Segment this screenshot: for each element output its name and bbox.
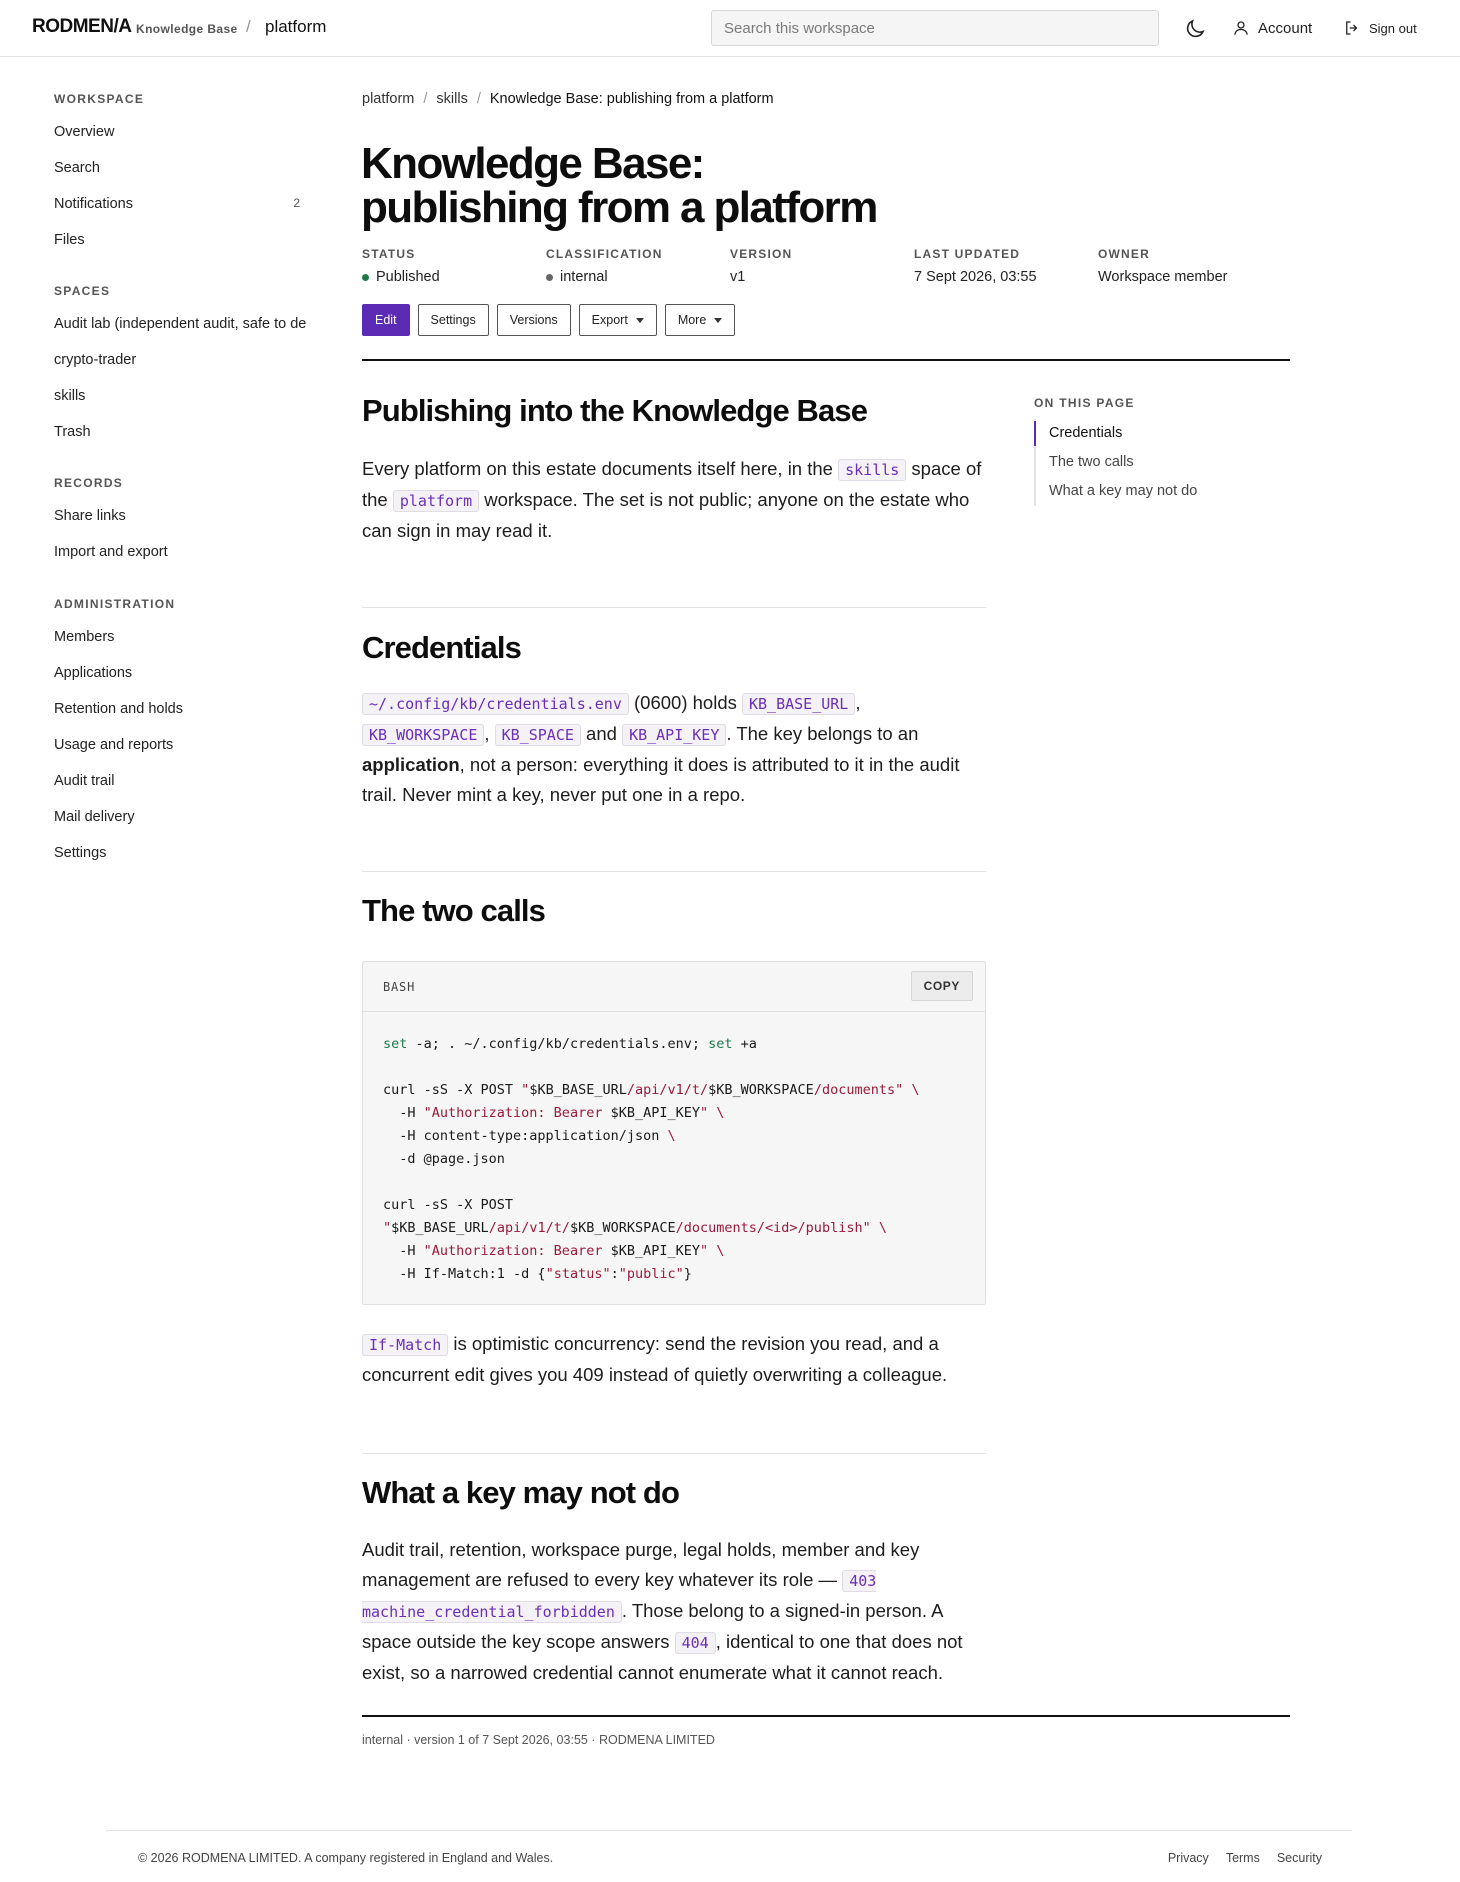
code-text: -d @page.json bbox=[383, 1151, 505, 1167]
sidebar-item-share-links[interactable]: Share links bbox=[54, 508, 126, 524]
code-string: "Authorization: Bearer bbox=[423, 1105, 611, 1121]
workspace-name[interactable]: platform bbox=[265, 17, 327, 36]
section-heading-two-calls: The two calls bbox=[362, 893, 545, 928]
edit-button[interactable]: Edit bbox=[362, 304, 410, 336]
versions-button[interactable]: Versions bbox=[497, 304, 571, 336]
user-icon bbox=[1232, 19, 1250, 37]
copyright-text: © 2026 RODMENA LIMITED. A company registered in England and Wales. bbox=[138, 1851, 554, 1865]
code-string: /api/v1/t/ bbox=[488, 1220, 570, 1236]
code-text: $KB_WORKSPACE bbox=[708, 1082, 814, 1098]
more-label: More bbox=[677, 313, 707, 327]
sidebar-item-settings[interactable]: Settings bbox=[54, 845, 107, 861]
sidebar-group-spaces: SPACES bbox=[54, 284, 111, 298]
account-button[interactable] bbox=[1232, 17, 1312, 39]
meta-value bbox=[546, 269, 726, 285]
section-heading-key-limits: What a key may not do bbox=[362, 1475, 679, 1510]
sidebar-item-crypto-trader[interactable]: crypto-trader bbox=[54, 352, 137, 368]
content-end-divider bbox=[362, 1715, 1290, 1717]
code-string: " \ bbox=[699, 1243, 725, 1259]
page-title-line: publishing from a platform bbox=[361, 183, 877, 232]
code-keyword: set bbox=[383, 1036, 408, 1052]
code-text: $KB_WORKSPACE bbox=[569, 1220, 676, 1236]
footer-divider bbox=[106, 1830, 1352, 1831]
sidebar-group-administration: ADMINISTRATION bbox=[54, 597, 176, 611]
version-value: v1 bbox=[730, 269, 746, 285]
sidebar-item-files[interactable]: Files bbox=[54, 232, 85, 248]
inline-code: platform bbox=[393, 490, 479, 512]
inline-code: skills bbox=[838, 459, 906, 481]
export-dropdown[interactable] bbox=[579, 304, 657, 336]
sidebar-item-retention-holds[interactable]: Retention and holds bbox=[54, 701, 183, 717]
text: Every platform on this estate documents itself here, in the bbox=[362, 458, 839, 479]
toc-item-credentials[interactable]: Credentials bbox=[1036, 419, 1197, 448]
caret-down-icon bbox=[636, 318, 644, 323]
classification-dot bbox=[546, 274, 553, 281]
code-string: " bbox=[521, 1082, 530, 1098]
sign-out-label: Sign out bbox=[1369, 20, 1417, 36]
code-text: $KB_BASE_URL bbox=[391, 1220, 489, 1236]
header-divider bbox=[362, 359, 1290, 361]
code-text: curl -sS -X POST bbox=[383, 1197, 514, 1213]
sidebar-item-trash[interactable]: Trash bbox=[54, 424, 91, 440]
meta-version bbox=[730, 247, 910, 285]
code-string: /api/v1/t/ bbox=[626, 1082, 709, 1098]
code-text: -a; . ~/.config/kb/credentials.env; bbox=[407, 1036, 709, 1052]
text: , bbox=[484, 723, 495, 744]
sidebar-item-audit-lab[interactable]: Audit lab (independent audit, safe to de bbox=[54, 316, 307, 332]
code-string: \ bbox=[667, 1128, 676, 1144]
meta-status bbox=[362, 247, 542, 285]
sidebar-item-usage-reports[interactable]: Usage and reports bbox=[54, 737, 174, 753]
top-bar bbox=[0, 0, 1460, 57]
text: is optimistic concurrency: send the revision you read, and a concurrent edit gives you 409 instead of quietly overwriting a colleague. bbox=[362, 1333, 948, 1385]
footer-links bbox=[1168, 1851, 1322, 1865]
text: . The key belongs to an bbox=[726, 723, 919, 744]
section-divider bbox=[362, 607, 986, 608]
inline-code: KB_BASE_URL bbox=[742, 693, 855, 715]
footer-link-privacy[interactable]: Privacy bbox=[1167, 1851, 1209, 1865]
code-keyword: set bbox=[708, 1036, 733, 1052]
breadcrumb-workspace[interactable]: platform bbox=[362, 91, 415, 107]
inline-code: KB_API_KEY bbox=[622, 724, 726, 746]
breadcrumb-space[interactable]: skills bbox=[436, 91, 468, 107]
moon-icon bbox=[1183, 17, 1207, 41]
text: and bbox=[580, 723, 623, 744]
meta-label: CLASSIFICATION bbox=[546, 247, 663, 261]
meta-label: STATUS bbox=[362, 247, 416, 261]
page-title-line: Knowledge Base: bbox=[361, 139, 704, 188]
text: space of the bbox=[362, 458, 982, 510]
text: , bbox=[855, 692, 861, 713]
notification-count-badge: 2 bbox=[293, 196, 300, 210]
classification-value: internal bbox=[560, 269, 608, 285]
account-label: Account bbox=[1258, 19, 1313, 37]
more-dropdown[interactable] bbox=[665, 304, 735, 336]
text: , not a person: everything it does is attributed to it in the audit trail. Never mint a key, never put one in a repo. bbox=[362, 754, 960, 805]
inline-code: KB_SPACE bbox=[495, 724, 581, 746]
owner-value: Workspace member bbox=[1098, 269, 1228, 285]
export-label: Export bbox=[591, 313, 628, 327]
sidebar-item-audit-trail[interactable]: Audit trail bbox=[54, 773, 115, 789]
credentials-paragraph bbox=[362, 688, 992, 810]
section-heading-publishing: Publishing into the Knowledge Base bbox=[362, 393, 868, 428]
meta-label: OWNER bbox=[1098, 247, 1150, 261]
breadcrumb-current: Knowledge Base: publishing from a platform bbox=[489, 91, 774, 107]
search-input[interactable] bbox=[711, 10, 1159, 46]
sidebar-group-records: RECORDS bbox=[54, 476, 124, 490]
code-text: -H content-type:application/json bbox=[383, 1128, 668, 1144]
header-separator: / bbox=[246, 17, 251, 36]
if-match-paragraph bbox=[362, 1329, 992, 1390]
sidebar-item-import-export[interactable]: Import and export bbox=[54, 544, 168, 560]
section-heading-credentials: Credentials bbox=[362, 630, 521, 665]
inline-code: If-Match bbox=[362, 1334, 448, 1356]
copy-button[interactable]: COPY bbox=[911, 971, 973, 1001]
caret-down-icon bbox=[714, 318, 722, 323]
code-string: /documents/<id>/publish" \ bbox=[675, 1220, 887, 1236]
code-text: -H bbox=[383, 1105, 424, 1121]
sidebar-item-skills[interactable]: skills bbox=[54, 388, 86, 404]
sign-out-button[interactable] bbox=[1343, 17, 1417, 39]
status-dot bbox=[362, 274, 369, 281]
code-text: : bbox=[610, 1266, 619, 1282]
code-string: "public" bbox=[618, 1266, 684, 1282]
text: , identical to one that does not exist, so a narrowed credential cannot enumerate what it cannot reach. bbox=[362, 1631, 963, 1683]
text: Audit trail, retention, workspace purge, legal holds, member and key management are refused to every key whatever its role — bbox=[362, 1539, 920, 1590]
footer-link-security[interactable]: Security bbox=[1276, 1851, 1322, 1865]
code-string: /documents" \ bbox=[813, 1082, 920, 1098]
meta-label: VERSION bbox=[730, 247, 793, 261]
code-text: $KB_API_KEY bbox=[610, 1243, 700, 1259]
footer-link-terms[interactable]: Terms bbox=[1225, 1851, 1260, 1865]
toc-title: ON THIS PAGE bbox=[1034, 396, 1135, 410]
page-title bbox=[361, 139, 921, 232]
brand-subtitle: Knowledge Base bbox=[136, 22, 238, 36]
theme-toggle-button[interactable] bbox=[1183, 17, 1207, 41]
code-string: " \ bbox=[699, 1105, 725, 1121]
code-content[interactable] bbox=[383, 1033, 919, 1286]
code-block-header bbox=[363, 962, 985, 1012]
code-text: } bbox=[683, 1266, 692, 1282]
breadcrumb bbox=[362, 91, 774, 107]
key-limits-paragraph bbox=[362, 1535, 992, 1688]
code-text: $KB_API_KEY bbox=[610, 1105, 700, 1121]
text: workspace. The set is not public; anyone on the estate who can sign in may read it. bbox=[362, 489, 970, 541]
intro-paragraph bbox=[362, 454, 992, 546]
inline-code: 403 machine_credential_forbidden bbox=[362, 1572, 877, 1621]
code-string: "Authorization: Bearer bbox=[423, 1243, 611, 1259]
sidebar-item-members[interactable]: Members bbox=[54, 629, 115, 645]
section-divider bbox=[362, 871, 986, 872]
meta-classification bbox=[546, 247, 726, 285]
sidebar-item-overview[interactable]: Overview bbox=[54, 124, 115, 140]
toc bbox=[1034, 419, 1197, 506]
code-text: -H If-Match:1 -d { bbox=[383, 1266, 546, 1282]
toc-item-two-calls[interactable]: The two calls bbox=[1049, 454, 1134, 470]
section-divider bbox=[362, 1453, 986, 1454]
sidebar-group-workspace: WORKSPACE bbox=[54, 92, 145, 106]
sidebar-item-search[interactable]: Search bbox=[54, 160, 100, 176]
sidebar-item-notifications[interactable] bbox=[54, 196, 314, 212]
toc-item-key-limits[interactable]: What a key may not do bbox=[1049, 483, 1198, 499]
code-text: curl -sS -X POST bbox=[383, 1082, 522, 1098]
settings-button[interactable]: Settings bbox=[418, 304, 489, 336]
sidebar-item-mail-delivery[interactable]: Mail delivery bbox=[54, 809, 135, 825]
meta-owner bbox=[1098, 247, 1278, 285]
code-language-label: BASH bbox=[383, 980, 416, 994]
inline-code: ~/.config/kb/credentials.env bbox=[362, 693, 629, 715]
document-actions bbox=[362, 304, 735, 336]
sidebar-item-applications[interactable]: Applications bbox=[54, 665, 133, 681]
brand-logo[interactable]: RODMEN/A bbox=[32, 16, 132, 37]
inline-code: 404 bbox=[675, 1632, 716, 1654]
meta-label: LAST UPDATED bbox=[914, 247, 1021, 261]
text: . Those belong to a signed-in person. A space outside the key scope answers bbox=[362, 1600, 943, 1652]
status-value: Published bbox=[376, 269, 440, 285]
code-block bbox=[362, 961, 986, 1305]
updated-value: 7 Sept 2026, 03:55 bbox=[914, 269, 1037, 285]
code-text: -H bbox=[383, 1243, 424, 1259]
inline-code: KB_WORKSPACE bbox=[362, 724, 484, 746]
code-string: " bbox=[383, 1220, 392, 1236]
document-footer: internal · version 1 of 7 Sept 2026, 03:55 · RODMENA LIMITED bbox=[362, 1733, 715, 1747]
meta-last-updated bbox=[914, 247, 1094, 285]
code-text: $KB_BASE_URL bbox=[529, 1082, 627, 1098]
code-text: +a bbox=[732, 1036, 757, 1052]
text: (0600) holds bbox=[628, 692, 742, 713]
breadcrumb-separator: / bbox=[423, 91, 428, 107]
sign-out-icon bbox=[1343, 19, 1361, 37]
meta-value bbox=[362, 269, 542, 285]
bold-text: application bbox=[362, 754, 460, 775]
sidebar-item-label: Notifications bbox=[54, 196, 133, 212]
code-string: "status" bbox=[545, 1266, 611, 1282]
breadcrumb-separator: / bbox=[476, 91, 481, 107]
